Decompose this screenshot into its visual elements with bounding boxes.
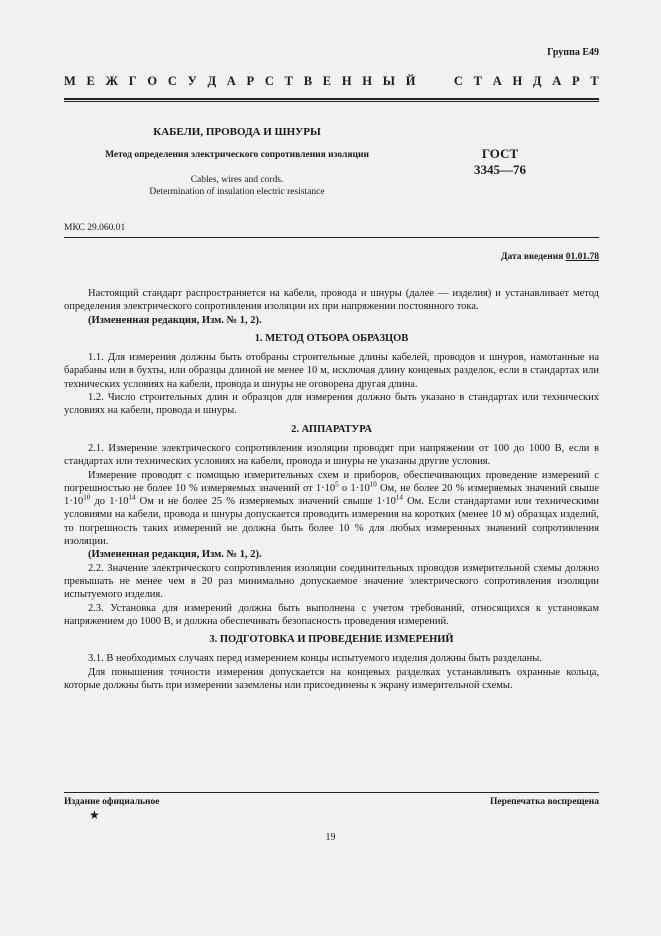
group-code: Группа Е49 — [547, 47, 599, 58]
interstate-letter: М — [64, 74, 76, 88]
interstate-letter: Р — [246, 74, 255, 88]
clause-1-1: 1.1. Для измерения должны быть отобраны строительные длины кабелей, проводов и шнуров, намотанные на барабаны или в бухты, или образцы длиной не менее 10 м, исключая длину концевых разделок, если в стандартах или технических условиях на кабели, провода и шнуры не оговорена другая длина. — [64, 352, 599, 390]
interstate-letter: Н — [362, 74, 373, 88]
clause-2-3: 2.3. Установка для измерений должна быть выполнена с учетом требований, относящихся к установкам напряжением до 1000 В, и должна обеспечивать безопасность проведения измерений. — [64, 602, 599, 627]
interstate-letter: Н — [512, 74, 523, 88]
interstate-letter: А — [552, 74, 562, 88]
interstate-letter: С — [264, 74, 274, 88]
english-title-line-2: Determination of insulation electric resistance — [149, 187, 325, 197]
interstate-letter: Е — [322, 74, 332, 88]
interstate-letter: С — [167, 74, 177, 88]
page-number: 19 — [325, 832, 336, 843]
clause-3-1-guard-rings: Для повышения точности измерения допускается на концевых разделках устанавливать охранные кольца, которые должны быть при измерении заземлены или присоединены к экрану измерительной схемы. — [64, 666, 599, 692]
interstate-letter: О — [147, 74, 158, 88]
date-value: 01.01.78 — [565, 252, 599, 262]
interstate-letter: Д — [532, 74, 542, 88]
mks-rule — [64, 237, 599, 238]
interstate-letter: Т — [590, 74, 599, 88]
interstate-letter: Ы — [382, 74, 396, 88]
gost-label: ГОСТ — [481, 146, 519, 161]
interstate-letter: С — [453, 74, 463, 88]
interstate-letter: Н — [341, 74, 352, 88]
interstate-letter: У — [187, 74, 197, 88]
document-title: КАБЕЛИ, ПРОВОДА И ШНУРЫ — [153, 126, 321, 138]
interstate-letter: А — [226, 74, 236, 88]
interstate-letter — [440, 74, 443, 89]
interstate-letter: Т — [473, 74, 482, 88]
interstate-letter: Е — [86, 74, 95, 88]
english-title — [64, 174, 410, 198]
english-title-line-1: Cables, wires and cords. — [190, 175, 284, 185]
date-label: Дата введения — [500, 252, 564, 262]
interstate-letter: Й — [405, 74, 416, 88]
reprint-prohibited-note: Перепечатка воспрещена — [489, 797, 599, 807]
document-body — [64, 287, 599, 692]
official-edition-note: Издание официальное — [64, 797, 160, 807]
header-rule-top — [64, 98, 599, 100]
header-rule-bottom — [64, 101, 599, 102]
interstate-standard-heading — [64, 74, 599, 89]
interstate-letter: Р — [571, 74, 580, 88]
clause-2-1: 2.1. Измерение электрического сопротивления изоляции проводят при напряжении от 100 до 1000 В, если в стандартах или технических условиях на кабели, провода и шнуры не указаны другие условия. — [64, 442, 599, 468]
interstate-letter: Г — [128, 74, 137, 88]
interstate-letter — [426, 74, 429, 89]
introduction-date — [501, 252, 599, 262]
gost-number: 3345—76 — [474, 162, 526, 177]
section-2-heading: 2. АППАРАТУРА — [291, 423, 372, 435]
section-3-heading: 3. ПОДГОТОВКА И ПРОВЕДЕНИЕ ИЗМЕРЕНИЙ — [209, 634, 454, 646]
footer-rule — [64, 792, 599, 793]
gost-designation — [470, 146, 530, 178]
section-1-heading: 1. МЕТОД ОТБОРА ОБРАЗЦОВ — [254, 332, 409, 344]
interstate-letter: Д — [207, 74, 217, 88]
document-subtitle: Метод определения электрического сопротивления изоляции — [105, 150, 369, 160]
clause-1-2: 1.2. Число строительных длин и образцов для измерения должно быть указано в стандартах или технических условиях на кабели, провода и шнуры. — [64, 392, 599, 417]
interstate-letter: А — [492, 74, 502, 88]
star-icon: ★ — [89, 808, 100, 822]
interstate-letter: Т — [284, 74, 293, 88]
mks-code: МКС 29.060.01 — [64, 223, 126, 233]
intro-amendment-note: (Измененная редакция, Изм. № 1, 2). — [88, 314, 262, 326]
intro-paragraph: Настоящий стандарт распространяется на кабели, провода и шнуры (далее — изделия) и устанавливает метод определения электрического сопротивления изоляции их при напряжении постоянного тока. — [64, 288, 599, 313]
interstate-letter: Ж — [105, 74, 118, 88]
interstate-letter: В — [303, 74, 313, 88]
clause-2-1-amendment-note: (Измененная редакция, Изм. № 1, 2). — [88, 549, 262, 561]
clause-2-1-accuracy: Измерение проводят с помощью измерительных схем и приборов, обеспечивающих проведение измерений с погрешностью не более 10 % измеряемых значений от $1\cdot 10^5$ о $1\cdot 10^{10}$ Ом, не более 20 % измеряемых значений свыше $1\cdot 10^{10}$ до $1\cdot 10^{14}$ Ом и не более 25 % измеряемых значений свыше $1\cdot 10^{14}$ Ом. Если стандартами или техническими условиями на кабели, провода и шнуры допускается проводить измерения на коротких (менее 10 м) образцах изделий, то погрешность таких измерений не должна быть более 10 % для любых измеренных значений сопротивления изоляции. — [64, 469, 600, 548]
clause-2-2: 2.2. Значение электрического сопротивления изоляции соединительных проводов измерительной схемы должно превышать не менее чем в 20 раз минимально допускаемое значение электрического сопротивления изоляции испытуемого изделия. — [64, 562, 599, 601]
clause-3-1: 3.1. В необходимых случаях перед измерением концы испытуемого изделия должны быть разделаны. — [88, 653, 542, 665]
